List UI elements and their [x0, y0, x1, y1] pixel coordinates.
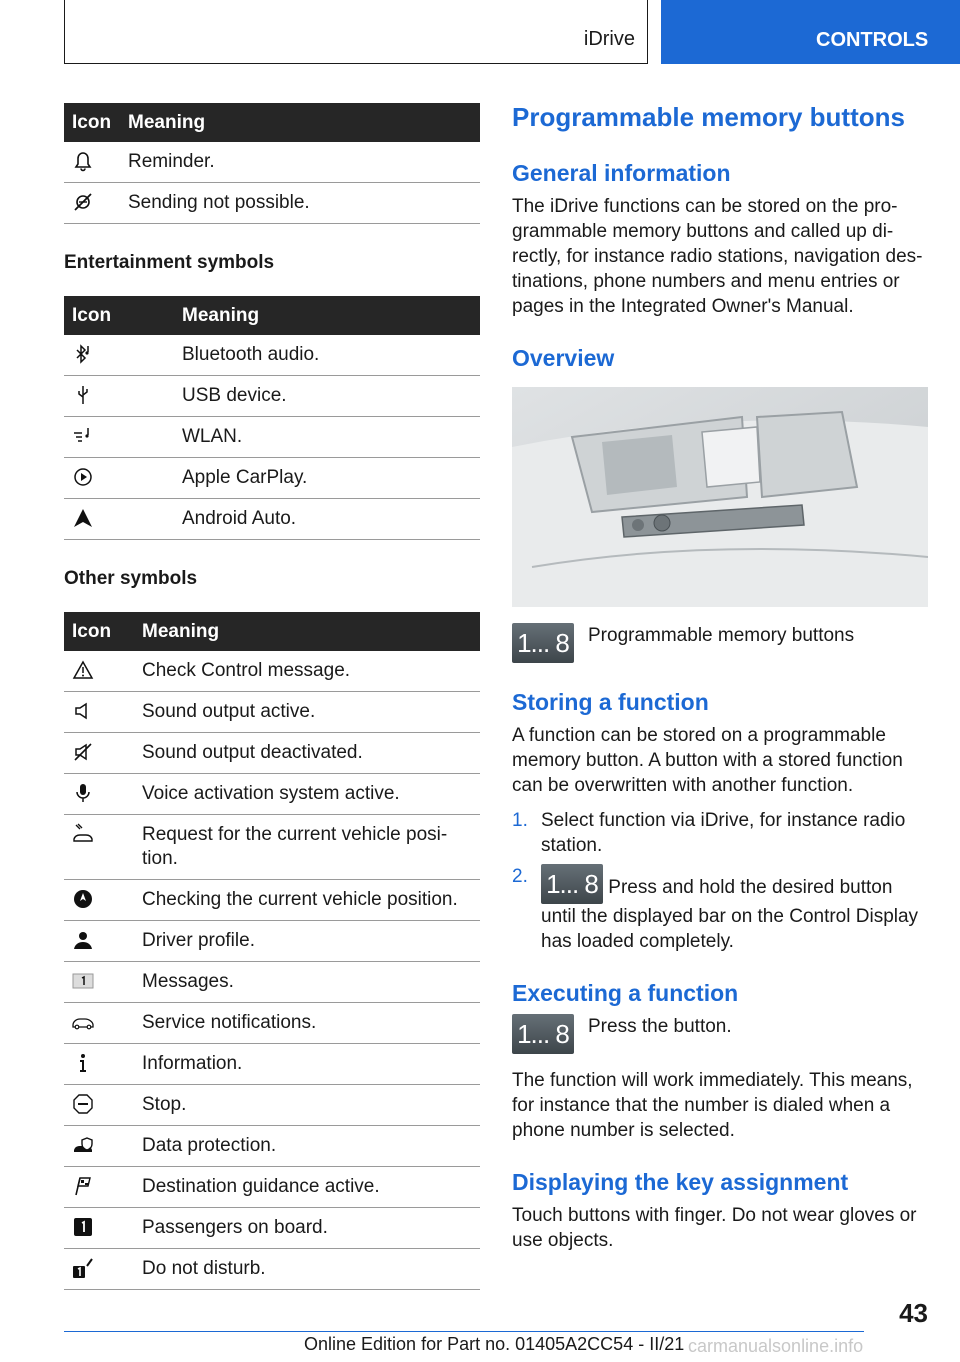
table-row — [64, 1085, 480, 1126]
overview-caption-row — [512, 623, 928, 663]
stop-icon — [64, 1085, 134, 1126]
table-row — [64, 733, 480, 774]
meaning-column-header: Meaning — [134, 612, 480, 651]
table-row — [64, 880, 480, 921]
executing-caption-row — [512, 1014, 928, 1054]
microphone-icon — [64, 774, 134, 815]
table-row — [64, 921, 480, 962]
speaker-icon — [64, 692, 134, 733]
memory-buttons-image: 1... 8 — [541, 864, 603, 904]
table-row — [64, 142, 480, 183]
icon-column-header: Icon — [64, 296, 174, 335]
memory-buttons-image: 1... 8 — [512, 623, 574, 663]
dashboard-illustration — [512, 387, 928, 607]
meaning-column-header: Meaning — [174, 296, 480, 335]
driver-profile-icon — [64, 921, 134, 962]
table-row — [64, 815, 480, 880]
storing-function-text: A function can be stored on a programmable memory button. A button with a stored function can be overwritten with another function. — [512, 725, 903, 796]
meaning-column-header: Meaning — [120, 103, 480, 142]
general-information-text: The iDrive functions can be stored on the pro-grammable memory buttons and called up di-rectly, for instance radio stations, navigation des-tinations, phone numbers and menu entries or pages in the Integrated Owner's Manual. — [512, 196, 923, 317]
usb-icon — [64, 376, 174, 417]
meaning-cell: Passengers on board. — [134, 1208, 480, 1249]
data-protection-icon — [64, 1126, 134, 1167]
table-row — [64, 183, 480, 224]
executing-function-heading: Executing a function — [512, 980, 739, 1006]
footer-edition: Online Edition for Part no. 01405A2CC54 - II/21 — [304, 1334, 685, 1354]
header-section-title: iDrive — [583, 28, 635, 50]
table-row — [64, 335, 480, 376]
header-section-box — [64, 0, 648, 64]
passengers-icon — [64, 1208, 134, 1249]
table-row — [64, 962, 480, 1003]
bell-icon — [64, 142, 120, 183]
wlan-icon — [64, 417, 174, 458]
meaning-cell: Voice activation system active. — [134, 774, 480, 815]
step-text: Press and hold the desired button until the displayed bar on the Control Display has loaded completely. — [541, 877, 919, 952]
footer-divider — [64, 1331, 864, 1332]
executing-caption: Press the button. — [588, 1016, 732, 1037]
overview-caption: Programmable memory buttons — [588, 625, 855, 646]
list-item — [512, 808, 928, 858]
step-text: Select function via iDrive, for instance radio station. — [541, 810, 906, 856]
meaning-cell: Stop. — [134, 1085, 480, 1126]
step-content — [541, 864, 928, 954]
table-row — [64, 1126, 480, 1167]
memory-buttons-image: 1... 8 — [512, 1014, 574, 1054]
table-row — [64, 417, 480, 458]
table-row — [64, 774, 480, 815]
table-row — [64, 1208, 480, 1249]
meaning-cell: Sending not possible. — [120, 183, 480, 224]
info-icon — [64, 1044, 134, 1085]
do-not-disturb-icon — [64, 1249, 134, 1290]
symbols-table-1 — [64, 103, 480, 224]
service-car-icon — [64, 1003, 134, 1044]
table-row — [64, 1167, 480, 1208]
other-symbols-table — [64, 612, 480, 1290]
meaning-cell: Reminder. — [120, 142, 480, 183]
table-row — [64, 1003, 480, 1044]
key-assignment-text: Touch buttons with finger. Do not wear gloves or use objects. — [512, 1205, 917, 1251]
meaning-cell: Do not disturb. — [134, 1249, 480, 1290]
header-chapter-label: CONTROLS — [816, 29, 929, 51]
storing-function-heading: Storing a function — [512, 689, 709, 715]
meaning-cell: Check Control message. — [134, 651, 480, 692]
meaning-cell: Request for the current vehicle posi-tion. — [134, 815, 480, 880]
icon-column-header: Icon — [64, 103, 120, 142]
table-header-row — [64, 103, 480, 142]
meaning-cell: WLAN. — [174, 417, 480, 458]
header-chapter-tab[interactable] — [661, 0, 960, 64]
destination-flag-icon — [64, 1167, 134, 1208]
meaning-cell: Apple CarPlay. — [174, 458, 480, 499]
table-header-row — [64, 612, 480, 651]
carplay-icon — [64, 458, 174, 499]
step-number: 1. — [512, 810, 528, 831]
table-row — [64, 1249, 480, 1290]
meaning-cell: Driver profile. — [134, 921, 480, 962]
overview-heading: Overview — [512, 345, 615, 371]
table-row — [64, 651, 480, 692]
table-row — [64, 458, 480, 499]
meaning-cell: Service notifications. — [134, 1003, 480, 1044]
bluetooth-audio-icon — [64, 335, 174, 376]
table-row — [64, 1044, 480, 1085]
other-symbols-heading: Other symbols — [64, 568, 198, 589]
table-row — [64, 692, 480, 733]
executing-function-text: The function will work immediately. This means, for instance that the number is dialed when a phone number is selected. — [512, 1070, 913, 1141]
vehicle-position-check-icon — [64, 880, 134, 921]
right-column — [512, 100, 928, 1253]
meaning-cell: Checking the current vehicle position. — [134, 880, 480, 921]
messages-icon — [64, 962, 134, 1003]
speaker-off-icon — [64, 733, 134, 774]
meaning-cell: USB device. — [174, 376, 480, 417]
key-assignment-heading: Displaying the key assignment — [512, 1169, 849, 1195]
meaning-cell: Bluetooth audio. — [174, 335, 480, 376]
android-auto-icon — [64, 499, 174, 540]
meaning-cell: Data protection. — [134, 1126, 480, 1167]
page-title: Programmable memory buttons — [512, 102, 905, 132]
vehicle-position-request-icon — [64, 815, 134, 880]
meaning-cell: Sound output active. — [134, 692, 480, 733]
page-number: 43 — [899, 1298, 928, 1328]
list-item — [512, 864, 928, 954]
general-information-heading: General information — [512, 160, 731, 186]
meaning-cell: Sound output deactivated. — [134, 733, 480, 774]
meaning-cell: Destination guidance active. — [134, 1167, 480, 1208]
step-number: 2. — [512, 866, 528, 887]
warning-triangle-icon — [64, 651, 134, 692]
table-row — [64, 499, 480, 540]
storing-steps — [512, 808, 928, 954]
entertainment-symbols-table — [64, 296, 480, 540]
meaning-cell: Messages. — [134, 962, 480, 1003]
meaning-cell: Information. — [134, 1044, 480, 1085]
icon-column-header: Icon — [64, 612, 134, 651]
entertainment-symbols-heading: Entertainment symbols — [64, 252, 275, 273]
sending-not-possible-icon — [64, 183, 120, 224]
left-column — [64, 103, 480, 1290]
watermark: carmanualsonline.info — [688, 1336, 864, 1356]
table-header-row — [64, 296, 480, 335]
meaning-cell: Android Auto. — [174, 499, 480, 540]
table-row — [64, 376, 480, 417]
